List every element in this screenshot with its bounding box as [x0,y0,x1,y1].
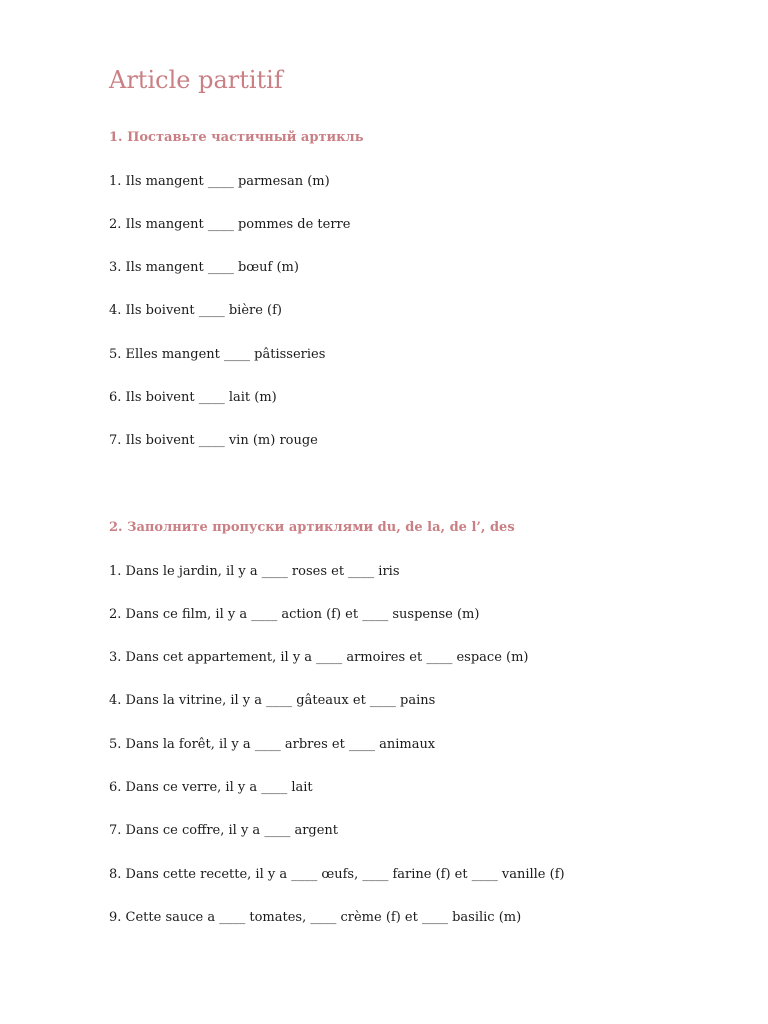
exercise-item: 5. Elles mangent ____ pâtisseries [109,347,326,362]
page-title: Article partitif [109,66,283,94]
exercise-item: 1. Ils mangent ____ parmesan (m) [109,174,330,189]
exercise-item: 4. Dans la vitrine, il y a ____ gâteaux et ____ pains [109,693,436,708]
exercise-item: 8. Dans cette recette, il y a ____ œufs, ____ farine (f) et ____ vanille (f) [109,867,565,882]
section-2-heading: 2. Заполните пропуски артиклями du, de la, de l’, des [109,520,515,535]
exercise-item: 7. Dans ce coffre, il y a ____ argent [109,823,339,838]
exercise-item: 6. Dans ce verre, il y a ____ lait [109,780,313,795]
exercise-item: 1. Dans le jardin, il y a ____ roses et ____ iris [109,564,400,579]
exercise-item: 9. Cette sauce a ____ tomates, ____ crème (f) et ____ basilic (m) [109,910,522,925]
exercise-item: 3. Dans cet appartement, il y a ____ armoires et ____ espace (m) [109,650,529,665]
section-1-heading: 1. Поставьте частичный артикль [109,130,364,145]
exercise-item: 2. Ils mangent ____ pommes de terre [109,217,351,232]
exercise-item: 2. Dans ce film, il y a ____ action (f) et ____ suspense (m) [109,607,480,622]
exercise-item: 5. Dans la forêt, il y a ____ arbres et ____ animaux [109,737,436,752]
exercise-item: 3. Ils mangent ____ bœuf (m) [109,260,299,275]
exercise-item: 7. Ils boivent ____ vin (m) rouge [109,433,318,448]
exercise-item: 4. Ils boivent ____ bière (f) [109,303,283,318]
exercise-item: 6. Ils boivent ____ lait (m) [109,390,277,405]
